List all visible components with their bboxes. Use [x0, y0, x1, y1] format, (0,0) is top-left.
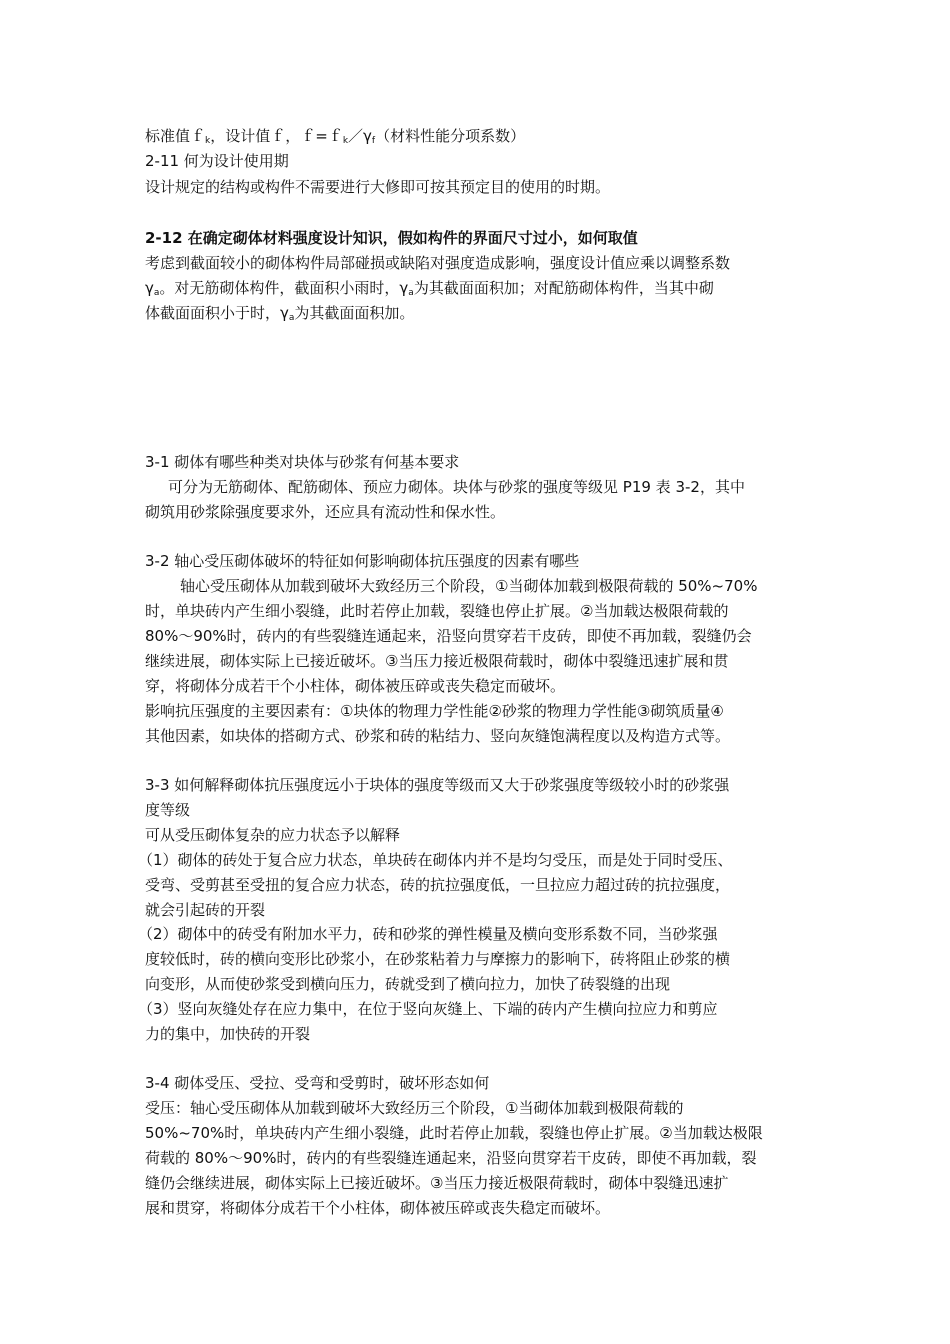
question-heading-3-3-cont: 度等级 [145, 801, 191, 819]
list-item-1: （1）砌体的砖处于复合应力状态，单块砖在砌体内并不是均匀受压，而是处于同时受压、 [138, 851, 733, 869]
answer-line: 穿，将砌体分成若干个小柱体，砌体被压碎或丧失稳定而破坏。 [145, 677, 566, 695]
question-heading-3-1: 3-1 砌体有哪些种类对块体与砂浆有何基本要求 [145, 453, 460, 471]
answer-line: 受压：轴心受压砌体从加载到破坏大致经历三个阶段，①当砌体加载到极限荷载的 [145, 1099, 684, 1117]
answer-line: 轴心受压砌体从加载到破坏大致经历三个阶段，①当砌体加载到极限荷载的 50%~70% [180, 577, 758, 595]
question-heading-2-11: 2-11 何为设计使用期 [145, 152, 289, 170]
answer-line-gamma: 体截面面积小于时，$\gamma_a$为其截面面积加。 [145, 304, 415, 323]
answer-line: 砌筑用砂浆除强度要求外，还应具有流动性和保水性。 [145, 503, 506, 521]
list-item-2: （2）砌体中的砖受有附加水平力，砖和砂浆的弹性模量及横向变形系数不同，当砂浆强 [138, 925, 718, 943]
text-line-standard-value: 标准值ｆ$_k$，设计值ｆ，$f=f_k/\gamma_f$（材料性能分项系数） [145, 127, 526, 146]
answer-line: 荷载的 80%～90%时，砖内的有些裂缝连通起来，沿竖向贯穿若干皮砖，即使不再加载，裂 [145, 1149, 757, 1167]
answer-line: 展和贯穿，将砌体分成若干个小柱体，砌体被压碎或丧失稳定而破坏。 [145, 1199, 611, 1217]
answer-line: 就会引起砖的开裂 [145, 901, 266, 919]
question-heading-3-4: 3-4 砌体受压、受拉、受弯和受剪时，破坏形态如何 [145, 1074, 490, 1092]
answer-line: 80%～90%时，砖内的有些裂缝连通起来，沿竖向贯穿若干皮砖，即使不再加载，裂缝仍会 [145, 627, 752, 645]
answer-line: 受弯、受剪甚至受扭的复合应力状态，砖的抗拉强度低，一旦拉应力超过砖的抗拉强度， [145, 876, 731, 894]
answer-line-gamma: $\gamma_a$。对无筋砌体构件，截面积小雨时，$\gamma_a$为其截面面积加；对配筋砌体构件，当其中砌 [145, 279, 714, 298]
question-heading-3-2: 3-2 轴心受压砌体破坏的特征如何影响砌体抗压强度的因素有哪些 [145, 552, 580, 570]
answer-line: 50%~70%时，单块砖内产生细小裂缝，此时若停止加载，裂缝也停止扩展。②当加载达极限 [145, 1124, 763, 1142]
answer-line: 其他因素，如块体的搭砌方式、砂浆和砖的粘结力、竖向灰缝饱满程度以及构造方式等。 [145, 727, 731, 745]
answer-line: 影响抗压强度的主要因素有：①块体的物理力学性能②砂浆的物理力学性能③砌筑质量④ [145, 702, 724, 720]
answer-line: 考虑到截面较小的砌体构件局部碰损或缺陷对强度造成影响，强度设计值应乘以调整系数 [145, 254, 731, 272]
answer-line: 缝仍会继续进展，砌体实际上已接近破坏。③当压力接近极限荷载时，砌体中裂缝迅速扩 [145, 1174, 729, 1192]
answer-line: 力的集中，加快砖的开裂 [145, 1025, 311, 1043]
question-heading-3-3: 3-3 如何解释砌体抗压强度远小于块体的强度等级而又大于砂浆强度等级较小时的砂浆强 [145, 776, 730, 794]
question-heading-2-12: 2-12 在确定砌体材料强度设计知识，假如构件的界面尺寸过小，如何取值 [145, 229, 638, 247]
answer-line: 可从受压砌体复杂的应力状态予以解释 [145, 826, 401, 844]
answer-line: 度较低时，砖的横向变形比砂浆小，在砂浆粘着力与摩擦力的影响下，砖将阻止砂浆的横 [145, 950, 731, 968]
list-item-3: （3）竖向灰缝处存在应力集中，在位于竖向灰缝上、下端的砖内产生横向拉应力和剪应 [138, 1000, 718, 1018]
answer-line: 继续进展，砌体实际上已接近破坏。③当压力接近极限荷载时，砌体中裂缝迅速扩展和贯 [145, 652, 729, 670]
answer-line: 时，单块砖内产生细小裂缝，此时若停止加载，裂缝也停止扩展。②当加载达极限荷载的 [145, 602, 729, 620]
answer-line: 设计规定的结构或构件不需要进行大修即可按其预定目的使用的时期。 [145, 178, 611, 196]
answer-line: 可分为无筋砌体、配筋砌体、预应力砌体。块体与砂浆的强度等级见 P19 表 3-2，其中 [168, 478, 745, 496]
answer-line: 向变形，从而使砂浆受到横向压力，砖就受到了横向拉力，加快了砖裂缝的出现 [145, 975, 671, 993]
